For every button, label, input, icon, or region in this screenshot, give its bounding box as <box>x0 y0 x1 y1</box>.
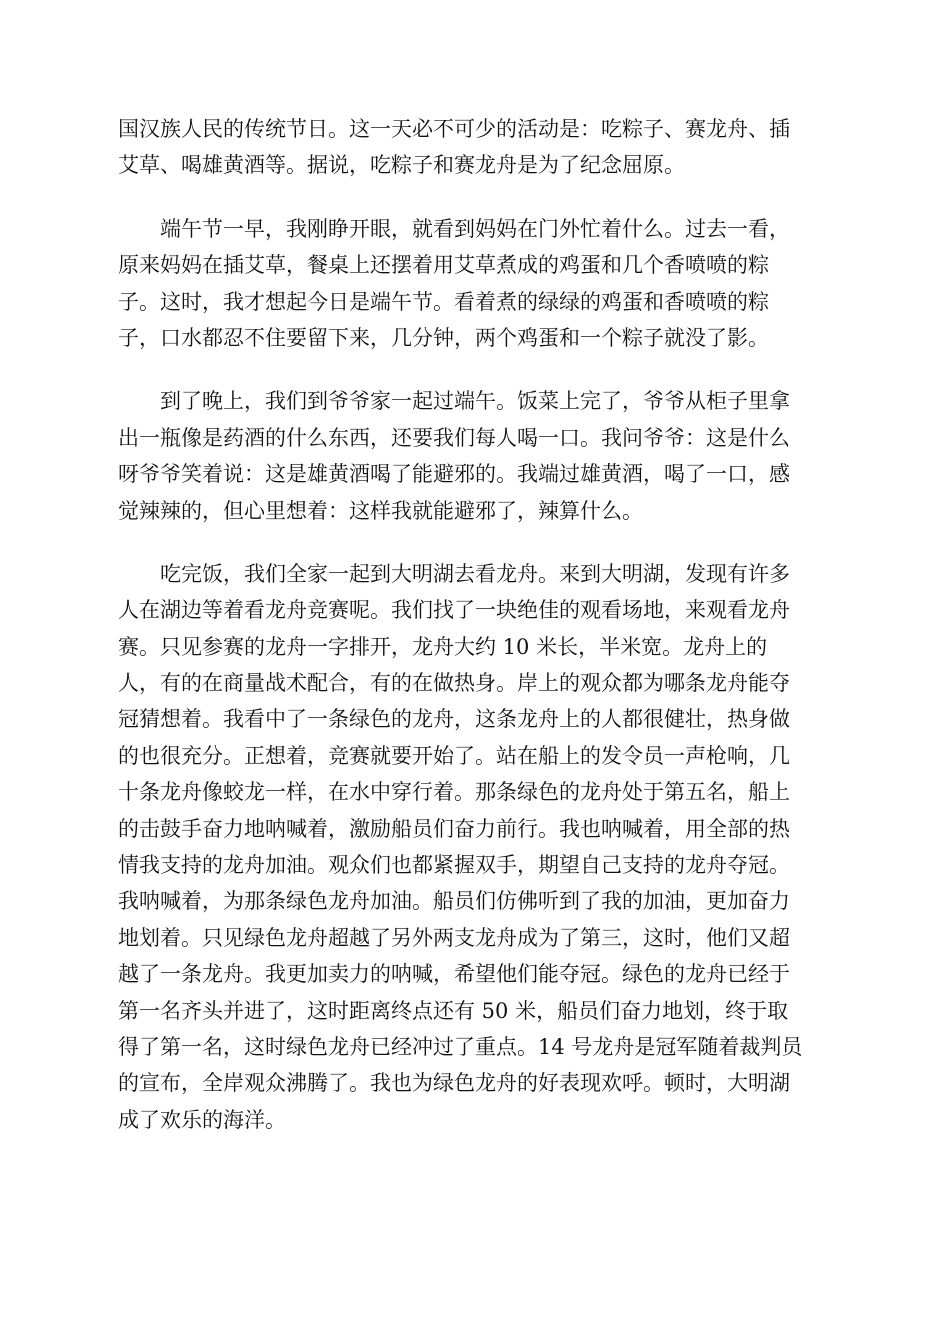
paragraph-line: 到了晚上，我们到爷爷家一起过端午。饭菜上完了，爷爷从柜子里拿 <box>160 389 790 414</box>
paragraph-line: 端午节一早，我刚睁开眼，就看到妈妈在门外忙着什么。过去一看， <box>160 216 790 241</box>
paragraph-line: 出一瓶像是药酒的什么东西，还要我们每人喝一口。我问爷爷：这是什么 <box>118 425 790 450</box>
paragraph-line: 呀爷爷笑着说：这是雄黄酒喝了能避邪的。我端过雄黄酒，喝了一口，感 <box>118 462 790 487</box>
paragraph-line: 地划着。只见绿色龙舟超越了另外两支龙舟成为了第三，这时，他们又超 <box>118 925 790 950</box>
paragraph-line: 艾草、喝雄黄酒等。据说，吃粽子和赛龙舟是为了纪念屈原。 <box>118 153 685 178</box>
paragraph <box>118 383 838 529</box>
paragraph-line: 十条龙舟像蛟龙一样，在水中穿行着。那条绿色的龙舟处于第五名，船上 <box>118 780 790 805</box>
paragraph-line: 吃完饭，我们全家一起到大明湖去看龙舟。来到大明湖，发现有许多 <box>160 561 790 586</box>
paragraph-line: 国汉族人民的传统节日。这一天必不可少的活动是：吃粽子、赛龙舟、插 <box>118 117 790 141</box>
paragraph-line: 的击鼓手奋力地呐喊着，激励船员们奋力前行。我也呐喊着，用全部的热 <box>118 816 790 841</box>
paragraph <box>118 556 838 1138</box>
paragraph-line: 子。这时，我才想起今日是端午节。看着煮的绿绿的鸡蛋和香喷喷的粽 <box>118 289 769 314</box>
paragraph-line: 冠猜想着。我看中了一条绿色的龙舟，这条龙舟上的人都很健壮，热身做 <box>118 707 790 732</box>
paragraph <box>118 111 838 184</box>
paragraph-line: 原来妈妈在插艾草，餐桌上还摆着用艾草煮成的鸡蛋和几个香喷喷的粽 <box>118 253 769 278</box>
paragraph-line: 人，有的在商量战术配合，有的在做热身。岸上的观众都为哪条龙舟能夺 <box>118 671 790 696</box>
paragraph-line: 赛。只见参赛的龙舟一字排开，龙舟大约 10 米长，半米宽。龙舟上的 <box>118 634 768 659</box>
paragraph-line: 觉辣辣的，但心里想着：这样我就能避邪了，辣算什么。 <box>118 498 643 523</box>
document-body <box>118 111 838 1165</box>
paragraph-line: 第一名齐头并进了，这时距离终点还有 50 米，船员们奋力地划，终于取 <box>118 998 789 1023</box>
paragraph <box>118 211 838 357</box>
paragraph-line: 成了欢乐的海洋。 <box>118 1107 286 1132</box>
paragraph-line: 得了第一名，这时绿色龙舟已经冲过了重点。14 号龙舟是冠军随着裁判员 <box>118 1034 803 1059</box>
paragraph-line: 人在湖边等着看龙舟竞赛呢。我们找了一块绝佳的观看场地，来观看龙舟 <box>118 598 790 623</box>
paragraph-line: 情我支持的龙舟加油。观众们也都紧握双手，期望自己支持的龙舟夺冠。 <box>118 853 790 878</box>
paragraph-line: 的也很充分。正想着，竞赛就要开始了。站在船上的发令员一声枪响，几 <box>118 743 790 768</box>
paragraph-line: 我呐喊着，为那条绿色龙舟加油。船员们仿佛听到了我的加油，更加奋力 <box>118 889 790 914</box>
paragraph-line: 越了一条龙舟。我更加卖力的呐喊，希望他们能夺冠。绿色的龙舟已经于 <box>118 962 790 987</box>
paragraph-line: 子，口水都忍不住要留下来，几分钟，两个鸡蛋和一个粽子就没了影。 <box>118 325 769 350</box>
paragraph-line: 的宣布，全岸观众沸腾了。我也为绿色龙舟的好表现欢呼。顿时，大明湖 <box>118 1071 790 1096</box>
